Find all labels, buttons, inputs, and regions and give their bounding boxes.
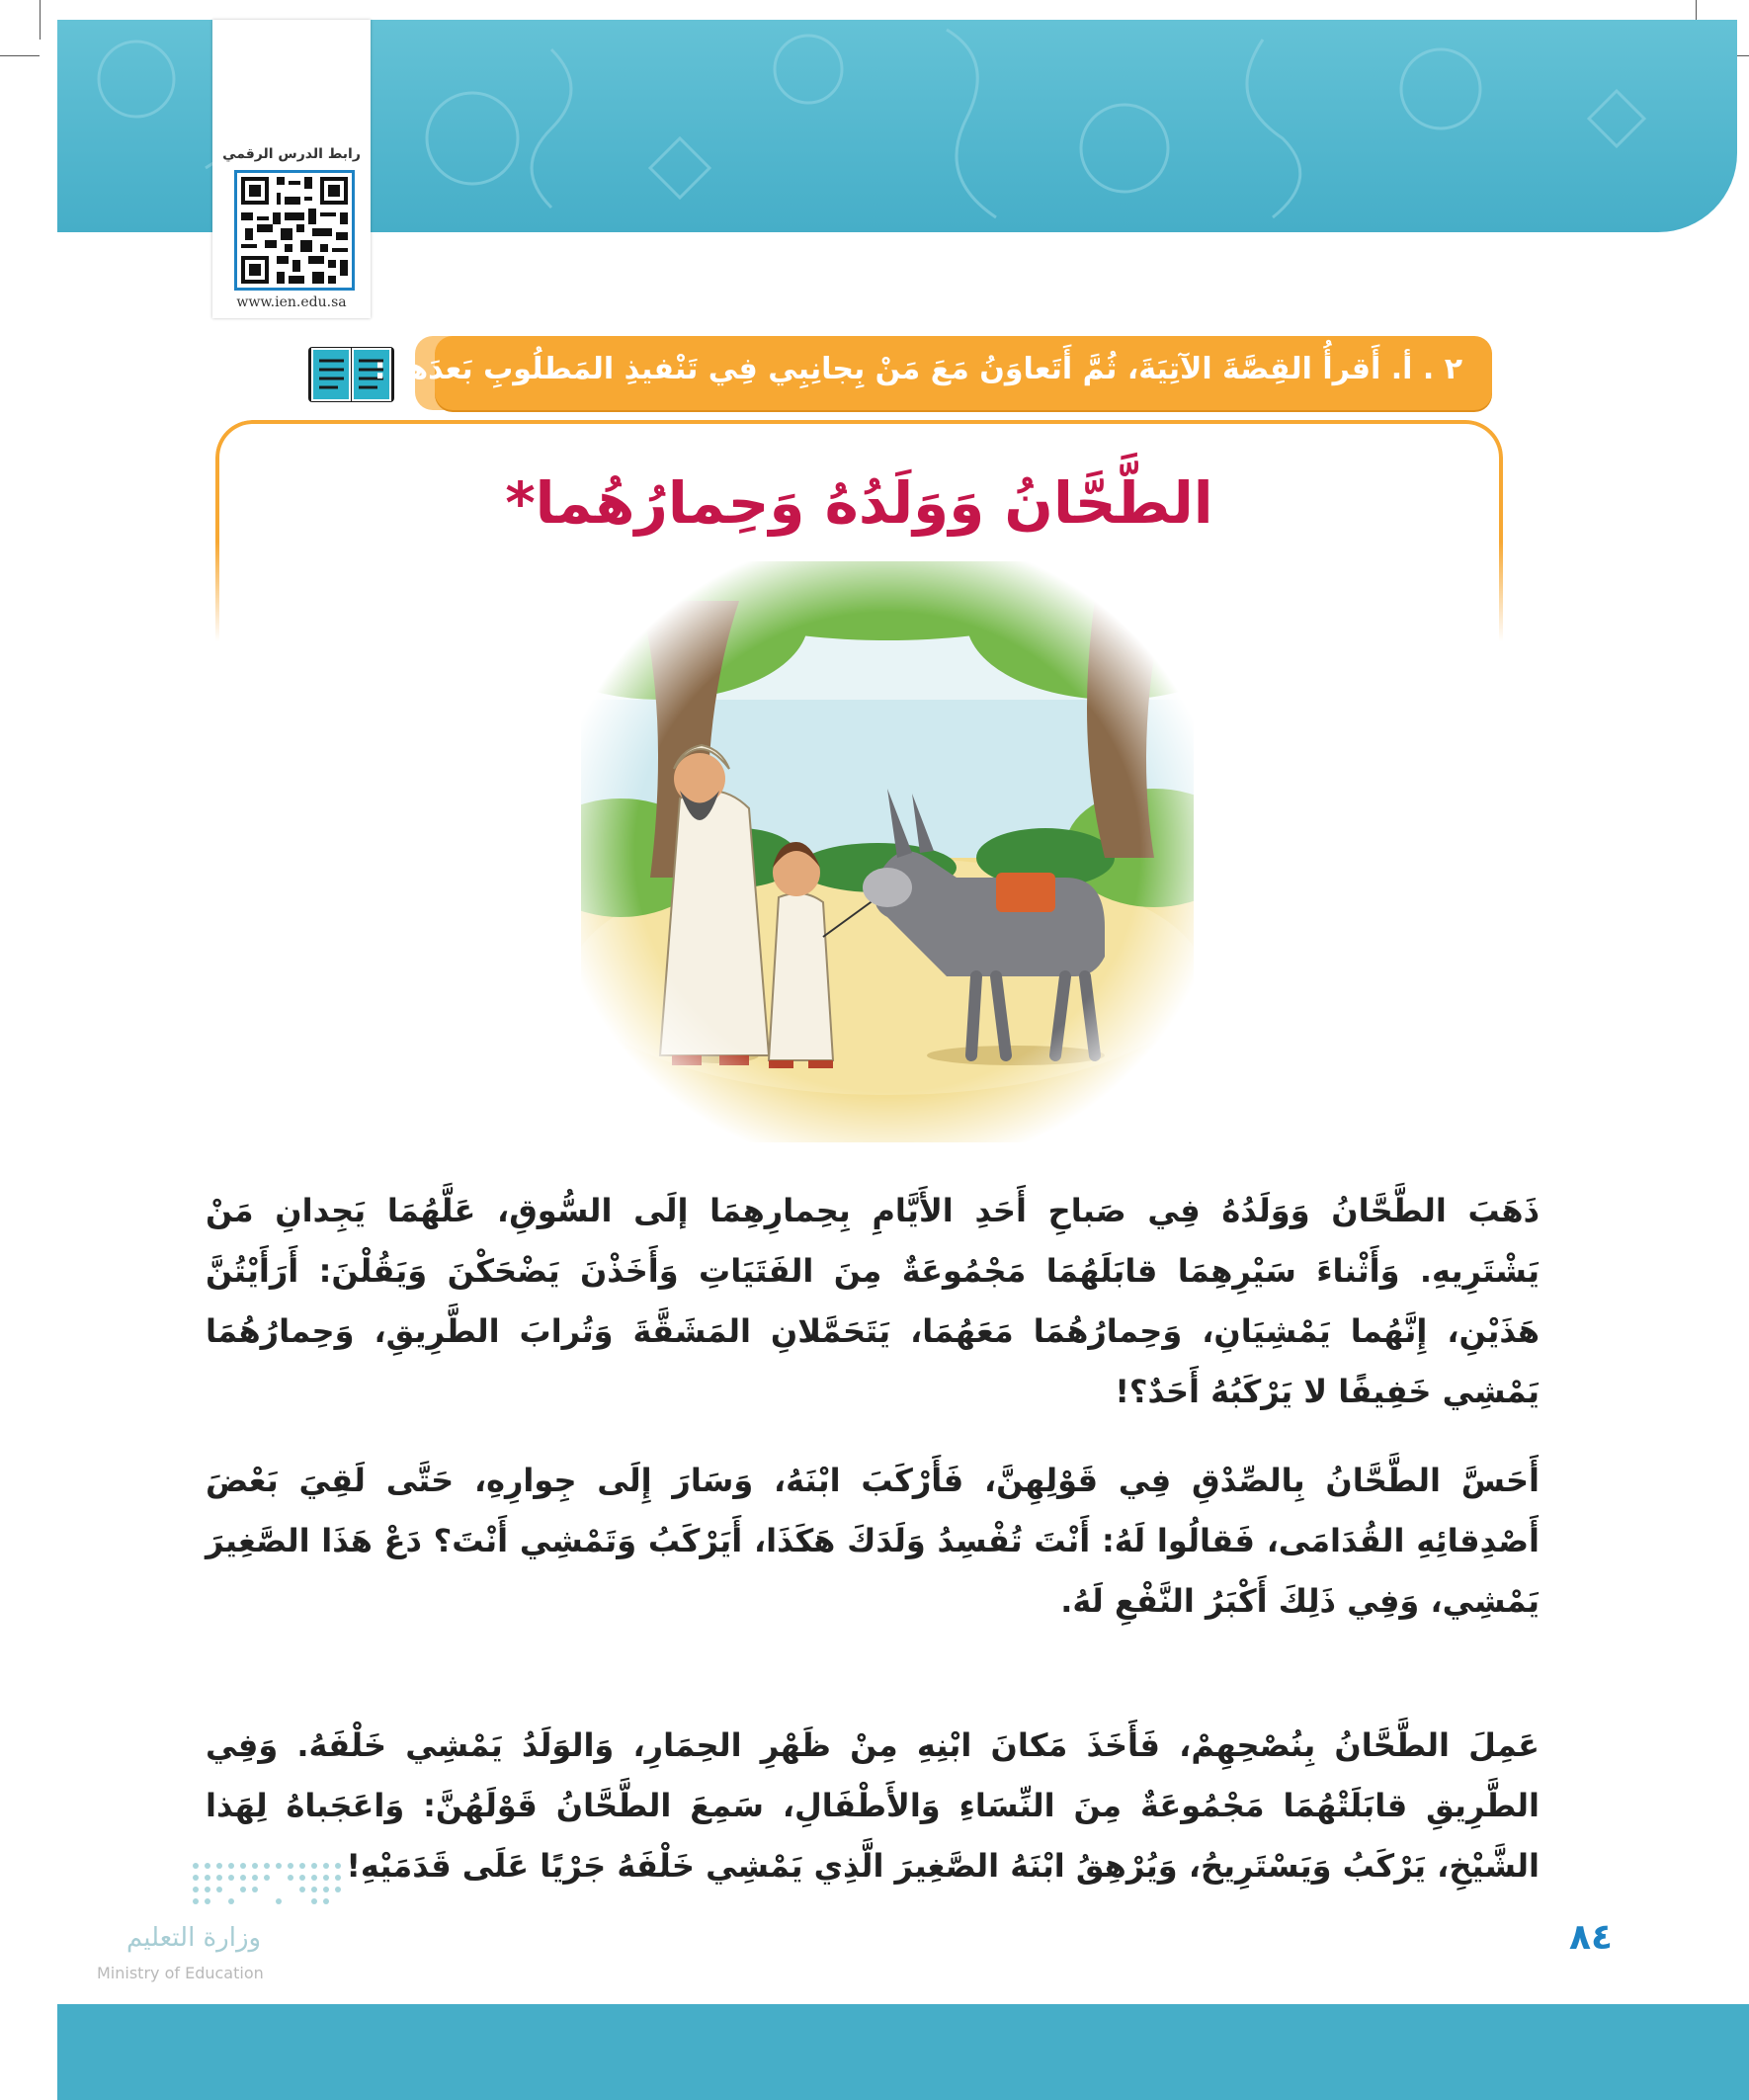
footer-band (57, 2004, 1749, 2100)
crop-mark (0, 55, 40, 56)
qr-label: رابط الدرس الرقمي (222, 146, 361, 162)
story-title: الطَّحَّانُ وَوَلَدُهُ وَحِمارُهُما* (505, 469, 1213, 537)
ministry-name-arabic: وزارة التعليم (126, 1923, 262, 1953)
page-number: ٨٤ (1569, 1917, 1613, 1958)
story-paragraph: عَمِلَ الطَّحَّانُ بِنُصْحِهِمْ، فَأَخَذَ مَكانَ ابْنِهِ مِنْ ظَهْرِ الحِمَارِ، وَالوَلَدُ يَمْشِي خَلْفَهُ. وَفِي الطَّرِيقِ قابَلَتْهُمَا مَجْمُوعَةٌ مِنَ النِّسَاءِ وَالأَطْفَالِ، سَمِعَ الطَّحَّانُ قَوْلَهُنَّ: وَاعَجَباهُ لِهَذا الشَّيْخِ، يَرْكَبُ وَيَسْتَرِيحُ، وَيُرْهِقُ ابْنَهُ الصَّغِيرَ الَّذِي يَمْشِي خَلْفَهُ جَرْيًا عَلَى قَدَمَيْهِ! (206, 1726, 1540, 1885)
story-illustration (581, 561, 1194, 1142)
instruction-text: ٢ . أ. أَقرأُ القِصَّةَ الآتِيَةَ، ثُمَّ أَتَعاوَنُ مَعَ مَنْ بِجانِبِي فِي تَنْفيذِ المَطلُوبِ بَعدَها : (374, 352, 1462, 386)
qr-code-icon[interactable] (234, 170, 355, 291)
story-paragraph: أَحَسَّ الطَّحَّانُ بِالصِّدْقِ فِي قَوْلِهِنَّ، فَأَرْكَبَ ابْنَهُ، وَسَارَ إِلَى جِوارِهِ، حَتَّى لَقِيَ بَعْضَ أَصْدِقائِهِ القُدَامَى، فَقالُوا لَهُ: أَنْتَ تُفْسِدُ وَلَدَكَ هَكَذَا، أَيَرْكَبُ وَتَمْشِي أَنْتَ؟ دَعْ هَذَا الصَّغِيرَ يَمْشِي، وَفِي ذَلِكَ أَكْبَرُ النَّفْعِ لَهُ. (206, 1462, 1540, 1620)
ministry-name-english: Ministry of Education (97, 1964, 264, 1982)
crop-mark (40, 0, 41, 40)
instruction-bar (374, 336, 1492, 410)
story-paragraph: ذَهَبَ الطَّحَّانُ وَوَلَدُهُ فِي صَباحِ أَحَدِ الأَيَّامِ بِحِمارِهِمَا إلَى السُّوقِ، عَلَّهُمَا يَجِدانِ مَنْ يَشْتَرِيهِ. وَأَثْناءَ سَيْرِهِمَا قابَلَهُمَا مَجْمُوعَةٌ مِنَ الفَتَيَاتِ وَأَخَذْنَ يَضْحَكْنَ وَيَقُلْنَ: أَرَأَيْتُنَّ هَذَيْنِ، إِنَّهُما يَمْشِيَانِ، وَحِمارُهُمَا مَعَهُمَا، يَتَحَمَّلانِ المَشَقَّةَ وَتُرابَ الطَّرِيقِ، وَحِمارُهُمَا يَمْشِي خَفِيفًا لا يَرْكَبُهُ أَحَدٌ؟! (206, 1192, 1540, 1410)
qr-card[interactable] (212, 20, 371, 318)
qr-url[interactable]: www.ien.edu.sa (236, 294, 347, 310)
